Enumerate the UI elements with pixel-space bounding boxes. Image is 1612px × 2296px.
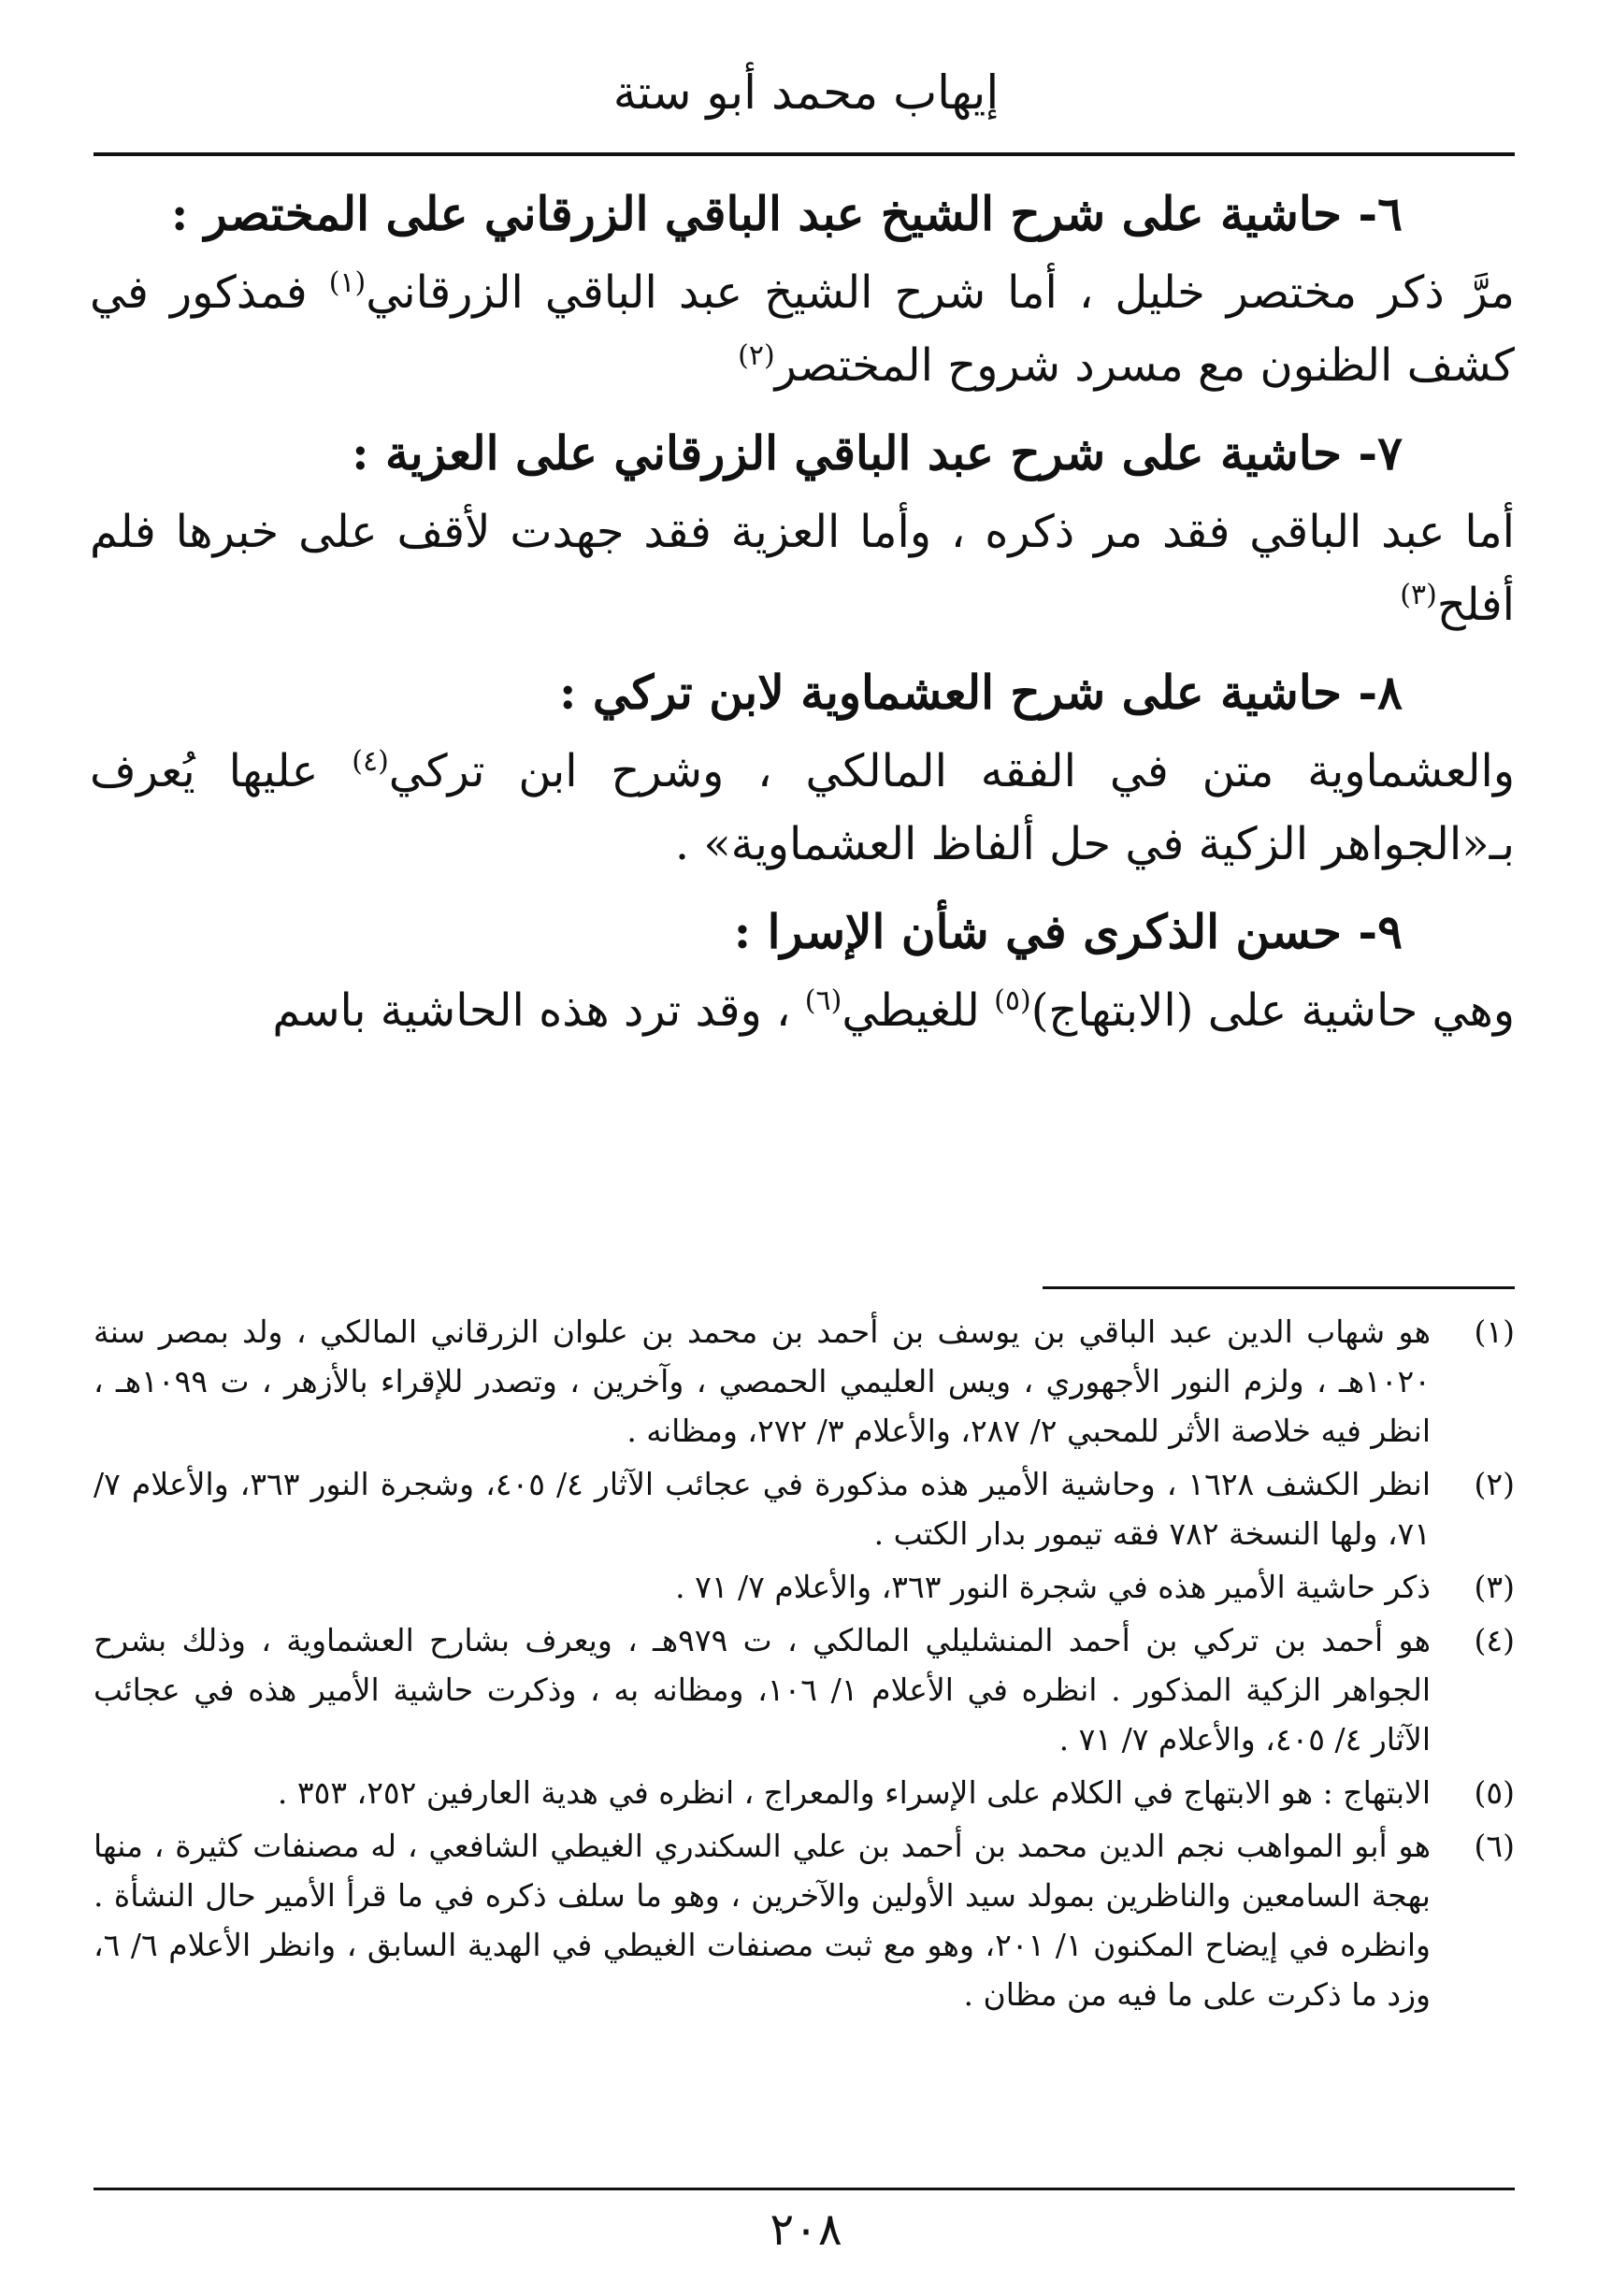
header-rule <box>94 152 1515 156</box>
footnote-ref: (٣) <box>1400 579 1437 611</box>
footnote-number: (٤) <box>1474 1622 1515 1658</box>
footnote-ref: (١) <box>328 266 367 299</box>
section-paragraph-9 <box>90 974 1515 1047</box>
footnote-text: ذكر حاشية الأمير هذه في شجرة النور ٣٦٣، والأعلام ٧/ ٧١ . <box>675 1569 1431 1605</box>
footnote-text: هو شهاب الدين عبد الباقي بن يوسف بن أحمد بن محمد بن علوان الزرقاني المالكي ، ولد بمصر سنة ١٠٢٠هـ ، ولزم النور الأجهوري ، ويس العليمي الحمصي ، وآخرين ، وتصدر للإقراء بالأزهر ، ت ١٠٩٩هـ ، انظر فيه خلاصة الأثر للمحبي ٢/ ٢٨٧، والأعلام ٣/ ٢٧٢، ومظانه . <box>94 1313 1432 1449</box>
footnote-text: هو أبو المواهب نجم الدين محمد بن أحمد بن علي السكندري الغيطي الشافعي ، له مصنفات كثيرة ، منها بهجة السامعين والناظرين بمولد سيد الأولين والآخرين ، وهو ما سلف ذكره في ما قرأ الأمير حال النشأة . وانظره في إيضاح المكنون ١/ ٢٠١، وهو مع ثبت مصنفات الغيطي في الهدية السابق ، وانظر الأعلام ٦/ ٦، وزد ما ذكرت على ما فيه من مظان . <box>94 1828 1431 2013</box>
footnote-number: (٥) <box>1474 1774 1515 1811</box>
section-paragraph-6 <box>90 256 1515 402</box>
paragraph-text: فمذكور في كشف الظنون مع مسرد شروح المختصر <box>90 266 1515 392</box>
section-paragraph-7 <box>90 495 1515 641</box>
footnote-number: (٣) <box>1474 1569 1515 1605</box>
paragraph-text: للغيطي <box>842 984 995 1037</box>
footnotes <box>94 1307 1515 2023</box>
section-heading-8: ٨- حاشية على شرح العشماوية لابن تركي : <box>558 665 1403 720</box>
footer-rule <box>94 2188 1515 2190</box>
paragraph-text: ، وقد ترد هذه الحاشية باسم <box>272 984 805 1037</box>
footnote-ref: (٦) <box>804 984 842 1017</box>
footnote-6 <box>94 1821 1515 2019</box>
paragraph-text: وهي حاشية على (الابتهاج) <box>1030 984 1515 1037</box>
footnote-4 <box>94 1615 1515 1764</box>
footnote-5 <box>94 1768 1515 1817</box>
footnote-number: (٢) <box>1474 1466 1515 1502</box>
footnote-text: الابتهاج : هو الابتهاج في الكلام على الإسراء والمعراج ، انظره في هدية العارفين ٢٥٢، ٣٥٣ . <box>277 1774 1431 1811</box>
paragraph-text: مرَّ ذكر مختصر خليل ، أما شرح الشيخ عبد الباقي الزرقاني <box>366 266 1515 319</box>
paragraph-text: عليها يُعرف بـ«الجواهر الزكية في حل ألفاظ العشماوية» . <box>90 745 1515 870</box>
footnote-text: هو أحمد بن تركي بن أحمد المنشليلي المالكي ، ت ٩٧٩هـ ، ويعرف بشارح العشماوية ، وذلك بشرح الجواهر الزكية المذكور . انظره في الأعلام ١/ ١٠٦، ومظانه به ، وذكرت حاشية الأمير هذه في عجائب الآثار ٤/ ٤٠٥، والأعلام ٧/ ٧١ . <box>94 1622 1431 1758</box>
running-title: إيهاب محمد أبو ستة <box>612 65 1000 120</box>
paragraph-text: والعشماوية متن في الفقه المالكي ، وشرح ابن تركي <box>388 745 1516 797</box>
footnote-number: (١) <box>1474 1313 1515 1350</box>
section-paragraph-8 <box>90 735 1515 881</box>
footnote-ref: (٥) <box>994 984 1031 1017</box>
footnote-ref: (٤) <box>352 745 389 778</box>
paragraph-text: أما عبد الباقي فقد مر ذكره ، وأما العزية فقد جهدت لأقف على خبرها فلم أفلح <box>90 506 1515 631</box>
footnote-2 <box>94 1459 1515 1558</box>
main-text <box>90 179 1515 1056</box>
footnote-number: (٦) <box>1474 1828 1515 1864</box>
footnote-ref: (٢) <box>738 339 775 372</box>
section-heading-7: ٧- حاشية على شرح عبد الباقي الزرقاني على العزية : <box>352 425 1403 481</box>
footnote-text: انظر الكشف ١٦٢٨ ، وحاشية الأمير هذه مذكورة في عجائب الآثار ٤/ ٤٠٥، وشجرة النور ٣٦٣، والأعلام ٧/ ٧١، ولها النسخة ٧٨٢ فقه تيمور بدار الكتب . <box>94 1466 1432 1552</box>
footnote-separator <box>1043 1286 1515 1289</box>
footnote-3 <box>94 1562 1515 1612</box>
footnote-1 <box>94 1307 1515 1456</box>
section-heading-6: ٦- حاشية على شرح الشيخ عبد الباقي الزرقاني على المختصر : <box>170 186 1403 241</box>
section-heading-9: ٩- حسن الذكرى في شأن الإسرا : <box>733 904 1403 959</box>
page-number: ٢٠٨ <box>770 2203 842 2256</box>
